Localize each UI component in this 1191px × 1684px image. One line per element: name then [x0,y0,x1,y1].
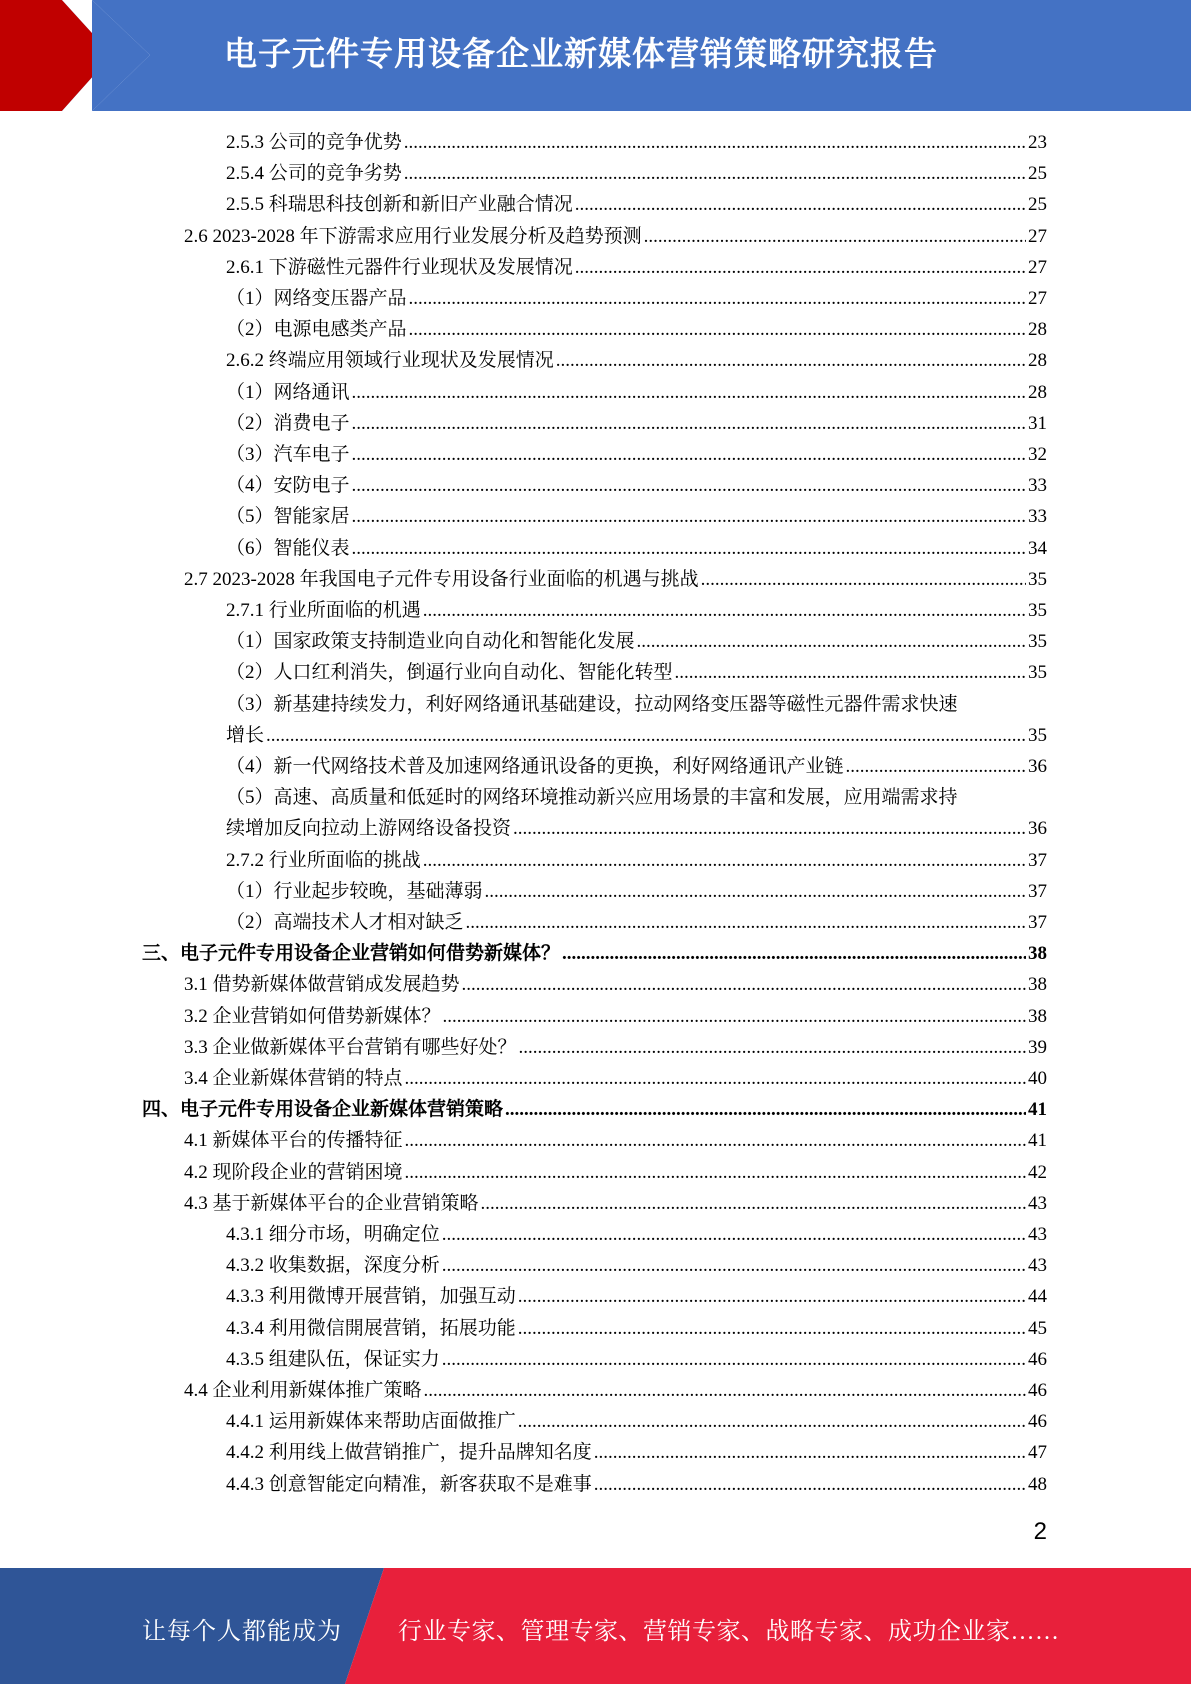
toc-dot-leader [405,1125,1026,1156]
toc-entry-title: 增长 [226,724,265,746]
toc-entry-text[interactable]: （5）高速、高质量和低延时的网络环境推动新兴应用场景的丰富和发展，应用端需求持 [226,787,958,809]
toc-entry-title: （3）汽车电子 [226,444,350,465]
toc-entry-title: （1）国家政策支持制造业向自动化和智能化发展 [226,631,635,653]
toc-dot-leader [443,1001,1026,1032]
toc-dot-leader [518,1406,1026,1437]
toc-entry[interactable] [226,1250,1047,1281]
toc-entry-title: 2.6.1 下游磁性元器件行业现状及发展情况 [226,256,573,278]
toc-entry-page: 37 [1028,912,1047,933]
toc-dot-leader [442,1344,1026,1375]
toc-dot-leader [562,938,1026,969]
toc-entry-page: 46 [1028,1380,1047,1401]
page-number: 2 [1033,1518,1047,1545]
toc-entry-title: 2.7 2023-2028 年我国电子元件专用设备行业面临的机遇与挑战 [184,568,699,590]
toc-entry-page: 25 [1028,194,1047,216]
toc-entry[interactable] [226,533,1047,564]
toc-entry-title: 3.4 企业新媒体营销的特点 [184,1068,403,1089]
toc-entry-page: 42 [1028,1161,1047,1183]
toc-entry-title: 4.3.4 利用微信開展营销，拓展功能 [226,1317,516,1339]
toc-entry[interactable] [226,1313,1047,1344]
toc-entry-page: 35 [1028,662,1047,684]
toc-entry[interactable] [226,314,1047,345]
toc-entry-title: 4.4.1 运用新媒体来帮助店面做推广 [226,1411,516,1433]
toc-entry-title: 4.3.3 利用微博开展营销，加强互动 [226,1286,516,1308]
toc-entry-page: 39 [1028,1036,1047,1058]
page-header [0,0,1191,111]
toc-entry-page: 35 [1028,568,1047,590]
footer-slogan-right: 行业专家、管理专家、营销专家、战略专家、成功企业家…… [398,1619,1060,1645]
toc-dot-leader [442,1219,1026,1250]
toc-entry[interactable] [226,595,1047,626]
toc-dot-leader [466,907,1026,938]
toc-dot-leader [594,1469,1026,1500]
toc-dot-leader [424,1375,1026,1406]
toc-entry-page: 41 [1028,1099,1047,1121]
toc-entry[interactable] [226,189,1047,220]
toc-entry-page: 43 [1028,1255,1047,1277]
toc-entry-title: 4.4.3 创意智能定向精准，新客获取不是难事 [226,1473,592,1495]
toc-dot-leader [462,969,1026,1000]
toc-entry-title: （4）安防电子 [226,475,350,497]
toc-dot-leader [485,876,1026,907]
toc-entry-title: （2）高端技术人才相对缺乏 [226,912,464,933]
toc-entry[interactable] [226,252,1047,283]
toc-entry-page: 41 [1028,1130,1047,1152]
toc-entry-page: 38 [1028,943,1047,965]
toc-dot-leader [405,1157,1026,1188]
toc-entry-title: （2）人口红利消失，倒逼行业向自动化、智能化转型 [226,662,673,684]
toc-entry-title: 4.3.1 细分市场，明确定位 [226,1224,440,1245]
toc-entry-title: （4）新一代网络技术普及加速网络通讯设备的更换，利好网络通讯产业链 [226,756,844,777]
toc-entry-title: （1）网络通讯 [226,381,350,403]
footer-slogan-left: 让每个人都能成为 [142,1619,342,1645]
toc-dot-leader [556,345,1026,376]
toc-entry[interactable] [184,1125,1047,1156]
toc-entry-page: 44 [1028,1286,1047,1308]
toc-entry[interactable] [226,1469,1047,1500]
toc-entry-page: 35 [1028,600,1047,621]
toc-dot-leader [505,1094,1026,1125]
toc-entry[interactable] [184,1157,1047,1188]
toc-entry[interactable] [226,501,1047,532]
toc-entry-page: 27 [1028,288,1047,309]
toc-entry-page: 27 [1028,256,1047,278]
toc-entry[interactable] [184,1032,1047,1063]
toc-entry[interactable] [184,1001,1047,1032]
toc-entry-page: 36 [1028,756,1047,777]
toc-entry-title: 2.5.3 公司的竞争优势 [226,132,402,153]
toc-entry[interactable] [226,845,1047,876]
toc-entry[interactable] [226,377,1047,408]
toc-entry[interactable] [226,158,1047,189]
toc-entry-title: 3.3 企业做新媒体平台营销有哪些好处？ [184,1036,517,1058]
toc-entry-page: 25 [1028,163,1047,185]
toc-entry-title: 3.2 企业营销如何借势新媒体？ [184,1005,441,1027]
toc-entry-page: 47 [1028,1442,1047,1464]
toc-entry-page: 43 [1028,1192,1047,1214]
toc-entry-page: 46 [1028,1411,1047,1433]
toc-dot-leader [701,564,1026,595]
toc-dot-leader [442,1250,1026,1281]
toc-entry-page: 40 [1028,1068,1047,1089]
toc-entry-page: 36 [1028,818,1047,840]
toc-entry-title: （1）行业起步较晚，基础薄弱 [226,880,483,902]
toc-entry[interactable] [226,751,1047,782]
page-footer [0,1568,1191,1684]
toc-dot-leader [518,1281,1026,1312]
toc-dot-leader [518,1313,1026,1344]
toc-entry[interactable] [226,657,1047,688]
toc-entry-title: （5）智能家居 [226,506,350,528]
toc-entry-page: 28 [1028,350,1047,372]
toc-entry-title: 三、电子元件专用设备企业营销如何借势新媒体？ [142,943,561,965]
toc-entry-title: （2）电源电感类产品 [226,319,407,341]
toc-entry-title: 2.7.2 行业所面临的挑战 [226,849,421,871]
toc-entry-page: 27 [1028,225,1047,247]
toc-dot-leader [675,657,1026,688]
toc-entry[interactable] [184,221,1047,252]
toc-entry[interactable] [226,907,1047,938]
toc-dot-leader [352,439,1026,470]
toc-entry-page: 37 [1028,849,1047,871]
toc-entry-page: 33 [1028,475,1047,497]
toc-entry[interactable] [184,969,1047,1000]
toc-entry-title: 4.3 基于新媒体平台的企业营销策略 [184,1192,479,1214]
toc-dot-leader [423,845,1026,876]
toc-entry[interactable] [142,938,1047,969]
toc-entry-page: 23 [1028,132,1047,153]
toc-entry-title: 4.3.5 组建队伍，保证实力 [226,1348,440,1370]
toc-entry-page: 46 [1028,1348,1047,1370]
toc-dot-leader [594,1437,1026,1468]
toc-entry-title: 4.1 新媒体平台的传播特征 [184,1130,403,1152]
header-title: 电子元件专用设备企业新媒体营销策略研究报告 [224,34,938,73]
toc-dot-leader [352,377,1026,408]
toc-entry[interactable] [226,1344,1047,1375]
toc-entry[interactable] [226,1281,1047,1312]
toc-entry-title: 续增加反向拉动上游网络设备投资 [226,818,512,840]
toc-entry-page: 34 [1028,537,1047,559]
toc-entry[interactable] [142,1094,1047,1125]
toc-dot-leader [575,252,1026,283]
toc-entry-page: 28 [1028,319,1047,341]
toc-entry[interactable] [184,564,1047,595]
toc-entry-page: 33 [1028,506,1047,528]
toc-entry[interactable] [184,1188,1047,1219]
toc-entry-title: 四、电子元件专用设备企业新媒体营销策略 [142,1099,504,1121]
toc-entry[interactable] [226,1437,1047,1468]
toc-dot-leader [409,314,1026,345]
toc-entry-title: 2.7.1 行业所面临的机遇 [226,600,421,621]
toc-dot-leader [352,470,1026,501]
toc-dot-leader [637,626,1026,657]
toc-entry-title: 4.4.2 利用线上做营销推广，提升品牌知名度 [226,1442,592,1464]
toc-dot-leader [266,720,1026,751]
toc-entry-title: 4.4 企业利用新媒体推广策略 [184,1380,422,1401]
toc-entry-title: 2.6.2 终端应用领域行业现状及发展情况 [226,350,554,372]
toc-entry[interactable] [226,439,1047,470]
toc-entry-title: 4.3.2 收集数据，深度分析 [226,1255,440,1277]
toc-dot-leader [423,595,1026,626]
toc-entry-page: 35 [1028,631,1047,653]
toc-dot-leader [513,813,1026,844]
toc-dot-leader [352,501,1026,532]
toc-entry-page: 32 [1028,444,1047,465]
toc-entry-page: 45 [1028,1317,1047,1339]
toc-dot-leader [846,751,1026,782]
toc-entry[interactable] [226,720,1047,751]
toc-entry-page: 37 [1028,880,1047,902]
toc-dot-leader [644,221,1026,252]
toc-entry[interactable] [226,813,1047,844]
toc-entry-title: 4.2 现阶段企业的营销困境 [184,1161,403,1183]
toc-entry-page: 38 [1028,1005,1047,1027]
toc-entry[interactable] [226,127,1047,158]
toc-dot-leader [404,127,1026,158]
toc-entry[interactable] [226,470,1047,501]
toc-entry-page: 48 [1028,1473,1047,1495]
toc-entry-page: 43 [1028,1224,1047,1245]
toc-dot-leader [519,1032,1026,1063]
toc-entry[interactable] [226,1219,1047,1250]
toc-dot-leader [481,1188,1026,1219]
toc-entry[interactable] [184,1375,1047,1406]
toc-entry-text[interactable]: （3）新基建持续发力，利好网络通讯基础建设，拉动网络变压器等磁性元器件需求快速 [226,693,958,715]
toc-dot-leader [352,408,1026,439]
toc-entry[interactable] [226,1406,1047,1437]
toc-dot-leader [405,1063,1026,1094]
toc-entry[interactable] [226,283,1047,314]
toc-entry-title: 2.5.5 科瑞思科技创新和新旧产业融合情况 [226,194,573,216]
toc-entry[interactable] [226,408,1047,439]
toc-entry[interactable] [226,876,1047,907]
toc-entry[interactable] [226,626,1047,657]
toc-entry-title: 3.1 借势新媒体做营销成发展趋势 [184,974,460,996]
toc-entry-page: 38 [1028,974,1047,996]
toc-dot-leader [409,283,1026,314]
toc-dot-leader [575,189,1026,220]
toc-entry-page: 31 [1028,412,1047,434]
toc-entry-page: 35 [1028,724,1047,746]
toc-entry-title: 2.5.4 公司的竞争劣势 [226,163,402,185]
toc-dot-leader [404,158,1026,189]
toc-entry[interactable] [184,1063,1047,1094]
toc-entry-title: （2）消费电子 [226,412,350,434]
toc-entry-title: （6）智能仪表 [226,537,350,559]
toc-dot-leader [352,533,1026,564]
toc-entry[interactable] [226,345,1047,376]
toc-entry-title: （1）网络变压器产品 [226,288,407,309]
toc-entry-page: 28 [1028,381,1047,403]
toc-entry-title: 2.6 2023-2028 年下游需求应用行业发展分析及趋势预测 [184,225,642,247]
